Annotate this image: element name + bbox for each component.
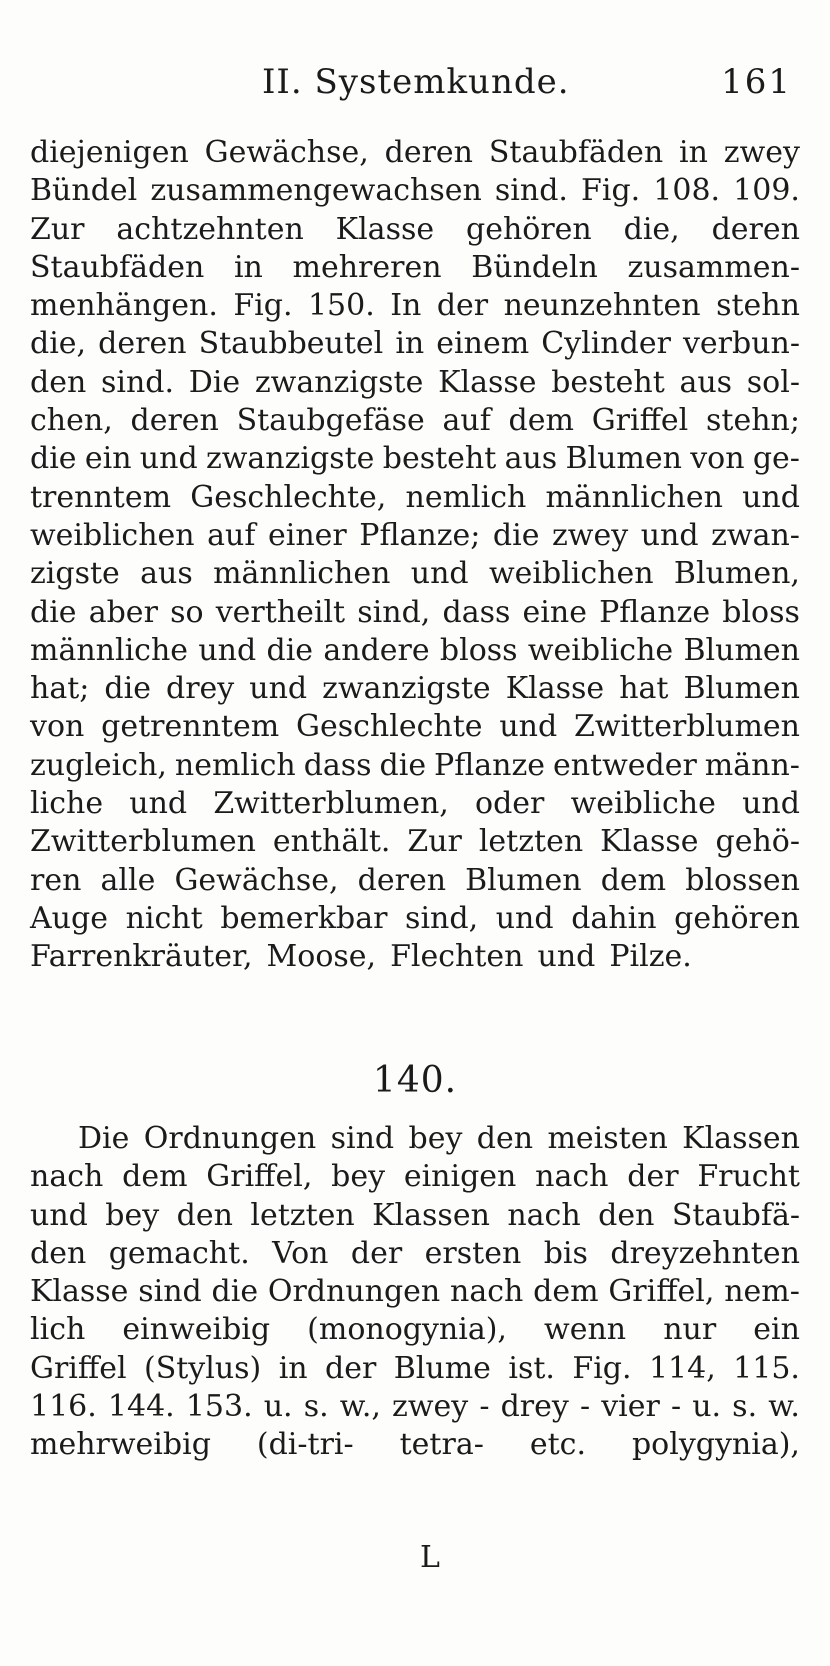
word: getrenntem [101,709,280,745]
word: einer [268,517,347,553]
text-line [30,211,800,249]
word: zwey [552,517,629,553]
word: meisten [547,1121,668,1156]
word: Staubfä- [671,1197,800,1233]
word: und [495,900,554,936]
text-line [30,364,800,402]
word: andere [323,632,430,668]
word: liche [30,786,104,822]
word: ein [753,1312,800,1348]
word: einweibig [122,1312,271,1348]
word: neunzehnten [503,288,701,324]
word: sind. [100,364,175,400]
word: diejenigen [30,135,189,170]
word: ist. [508,1350,555,1386]
word: Fig. [572,1350,632,1386]
word: sind, [405,900,479,936]
word: Die [188,364,241,400]
word: Blume [393,1350,491,1386]
word: Blumen [683,671,800,707]
word: polygynia), [631,1427,800,1463]
word: Griffel, [608,1274,715,1310]
word: Fig. [581,173,641,209]
word: deren [98,326,187,362]
word: und [499,709,558,745]
word: 114, [648,1350,716,1386]
page-number: 161 [721,62,792,102]
text-line [30,708,800,746]
word: Staubfäden [30,249,205,285]
word: bloss [722,594,800,630]
word: die [492,517,540,553]
word: 153. [185,1389,253,1425]
word: bey [408,1121,463,1156]
word: ein [84,441,132,477]
text-line [30,325,800,363]
word: dem [122,1159,188,1195]
word: männ- [704,747,800,783]
word: lich [30,1312,86,1348]
word: mehrweibig [30,1427,211,1463]
paragraph-orders [30,1120,800,1465]
word: der [325,1350,377,1386]
word: auf [207,517,256,553]
text-line [30,594,800,632]
word: Die [78,1121,130,1156]
word: zugleich, [30,747,167,783]
word: ersten [424,1235,522,1271]
text-line [30,1158,800,1196]
text-line [30,287,800,325]
word: Cylinder [541,326,671,362]
word: eine [522,594,587,630]
word: nach [450,1274,524,1310]
word: und [537,939,596,975]
word: und [742,479,800,515]
word: Staubfäden [488,135,664,170]
word: zigste [30,556,120,592]
word: nemlich [405,479,527,515]
text-line [30,862,800,900]
word: 116. [30,1389,97,1425]
text-line-first [30,1120,800,1158]
word: s. [303,1389,329,1425]
paragraph-continued [30,134,800,977]
word: Zwitterblumen, [213,786,449,822]
word: Pflanze; [359,517,481,553]
word: der [436,288,489,324]
text-line [30,1273,800,1311]
text-line [30,517,800,555]
word: bey [105,1197,160,1233]
word: sind. [494,173,568,209]
word: die, [30,326,87,362]
word: 115. [733,1350,800,1386]
word: und [198,632,257,668]
word: Klasse [438,364,537,400]
word: Gewächse, [204,135,369,170]
word: die [379,747,427,783]
word: Ordnungen [267,1274,441,1310]
running-head-title: II. Systemkunde. [262,62,570,102]
section-number: 140. [372,1060,458,1101]
word: Klassen [682,1121,800,1156]
text-line [30,670,800,708]
word: zwey [392,1389,469,1425]
word: (di-tri- [256,1427,354,1463]
word: nur [663,1312,717,1348]
word: und [30,1197,88,1233]
text-line [30,134,800,172]
word: den [176,1197,233,1233]
word: den [598,1197,655,1233]
word: deren [711,211,800,247]
word: weiblichen [30,517,195,553]
word: dreyzehnten [610,1235,800,1271]
word: Staubbeutel [198,326,384,362]
word: gehö- [715,824,800,860]
word: hat; [30,671,90,707]
word: Zwitterblumen [574,709,800,745]
word: ren [30,862,82,898]
word: in [278,1350,308,1386]
word: und [640,517,699,553]
word: auf [442,403,491,439]
word: Klasse [600,824,699,860]
word: aus [679,364,733,400]
word: Griffel [30,1350,127,1386]
word: die [211,1274,259,1310]
word: sol- [746,364,800,400]
word: so [170,594,204,630]
word: vertheilt [215,594,346,630]
text-line [30,1311,800,1349]
word: aus [504,441,558,477]
word: den [30,1235,87,1271]
word: sind [330,1121,395,1156]
word: in [679,135,708,170]
word: Blumen [465,862,582,898]
word: drey [500,1389,569,1425]
text-line [30,402,800,440]
word: besteht [551,364,665,400]
word: in [395,326,425,362]
word: Auge [30,900,108,936]
word: bemerkbar [220,900,388,936]
word: Bündeln [471,249,598,285]
word: enthält. [272,824,391,860]
word: Geschlechte [295,709,483,745]
word: 109. [733,173,800,209]
word: entweder [552,747,697,783]
word: von [690,441,745,477]
word: Geschlechte, [190,479,387,515]
text-line [30,632,800,670]
signature-mark: L [420,1540,440,1575]
text-line [30,1197,800,1235]
word: männliche [30,632,189,668]
word: sind [138,1274,202,1310]
word: nicht [125,900,203,936]
word: gehören [465,211,592,247]
word: die, [623,211,680,247]
word: Zwitterblumen [30,824,256,860]
word: bis [543,1235,588,1271]
word: Frucht [697,1159,800,1195]
word: trenntem [30,479,172,515]
text-line [30,249,800,287]
text-line [30,479,800,517]
word: achtzehnten [116,211,304,247]
word: der [627,1159,679,1195]
word: Griffel, [206,1159,313,1195]
word: und [742,786,800,822]
word: Griffel [591,403,689,439]
word: dem [600,862,667,898]
word: wenn [544,1312,627,1348]
text-line [30,900,800,938]
word: männlichen [545,479,723,515]
text-line-last [30,938,800,976]
word: - [479,1389,490,1425]
text-line [30,1235,800,1273]
word: und [139,441,198,477]
word: dem [508,403,574,439]
word: und [410,556,469,592]
word: u. [692,1389,722,1425]
word: u. [263,1389,293,1425]
word: alle [100,862,156,898]
word: einem [436,326,530,362]
text-line [30,172,800,210]
word: verbun- [682,326,800,362]
word: blossen [685,862,800,898]
word: Ordnungen [143,1121,317,1156]
word: zwanzigste [322,671,491,707]
word: Klasse [30,1274,129,1310]
word: bey [331,1159,386,1195]
word: zusammen- [627,249,800,285]
word: mehreren [292,249,442,285]
word: zusammengewachsen [150,173,482,209]
word: weibliche [527,632,674,668]
word: männlichen [213,556,391,592]
word: die [104,671,151,707]
word: die [30,594,77,630]
word: Zur [407,824,462,860]
word: 108. [653,173,721,209]
word: gehören [674,900,800,936]
word: deren [384,135,473,170]
word: zwanzigste [205,441,375,477]
word: Blumen, [673,556,800,592]
word: nemlich [174,747,296,783]
word: hat [619,671,669,707]
word: einigen [403,1159,517,1195]
word: Blumen [565,441,682,477]
word: dahin [571,900,657,936]
word: und [129,786,188,822]
word: w., [339,1389,381,1425]
word: letzten [478,824,584,860]
text-line [30,823,800,861]
word: 144. [107,1389,175,1425]
word: Fig. [233,288,293,324]
word: Klasse [505,671,605,707]
word: gemacht. [108,1235,250,1271]
word: aus [140,556,193,592]
word: den [476,1121,534,1156]
word: Pflanze [434,747,546,783]
word: - [579,1389,591,1425]
word: Gewächse, [174,862,339,898]
word: und [249,671,308,707]
word: nach [30,1159,104,1195]
word: Von [272,1235,329,1271]
running-head [30,62,800,112]
word: chen, [30,403,113,439]
word: w. [768,1389,800,1425]
word: sind, [357,594,431,630]
word: tetra- [399,1427,484,1463]
word: dass [303,747,372,783]
word: ge- [752,441,800,477]
word: vier [601,1389,660,1425]
word: in [233,249,263,285]
word: von [30,709,85,745]
word: Klassen [372,1197,490,1233]
word: Farrenkräuter, [30,939,253,975]
word: zwanzigste [254,364,424,400]
word: Pflanze [599,594,711,630]
word: Pilze. [609,939,692,975]
text-line [30,555,800,593]
word: menhängen. [30,288,218,324]
word: 150. [307,288,375,324]
word: besteht [382,441,497,477]
word: Staubgefäse [236,403,425,439]
word: In [390,288,422,324]
word: die [30,441,77,477]
word: dass [442,594,511,630]
word: den [30,364,87,400]
word: die [266,632,314,668]
word: zwey [723,135,800,170]
word: deren [130,403,219,439]
word: nach [535,1159,609,1195]
text-line [30,1388,800,1426]
word: bloss [439,632,518,668]
word: etc. [529,1427,586,1463]
word: Bündel [30,173,138,209]
word: Flechten [390,939,524,975]
word: aber [88,594,158,630]
word: (Stylus) [143,1350,262,1386]
word: dem [533,1274,599,1310]
word: weiblichen [488,556,654,592]
word: nem- [724,1274,800,1310]
word: Klasse [335,211,435,247]
word: der [350,1235,403,1271]
word: deren [357,862,447,898]
word: s. [732,1389,758,1425]
word: letzten [250,1197,355,1233]
word: Moose, [266,939,377,975]
word: zwan- [711,517,800,553]
word: Zur [30,211,85,247]
text-line [30,747,800,785]
word: weibliche [570,786,716,822]
text-line [30,785,800,823]
word: stehn; [706,403,800,439]
word: nach [507,1197,581,1233]
text-line [30,1426,800,1464]
word: Blumen [683,632,800,668]
text-line [30,1350,800,1388]
word: oder [475,786,545,822]
word: drey [166,671,235,707]
word: - [670,1389,682,1425]
word: stehn [716,288,800,324]
text-line [30,440,800,478]
word: (monogynia), [307,1312,507,1348]
